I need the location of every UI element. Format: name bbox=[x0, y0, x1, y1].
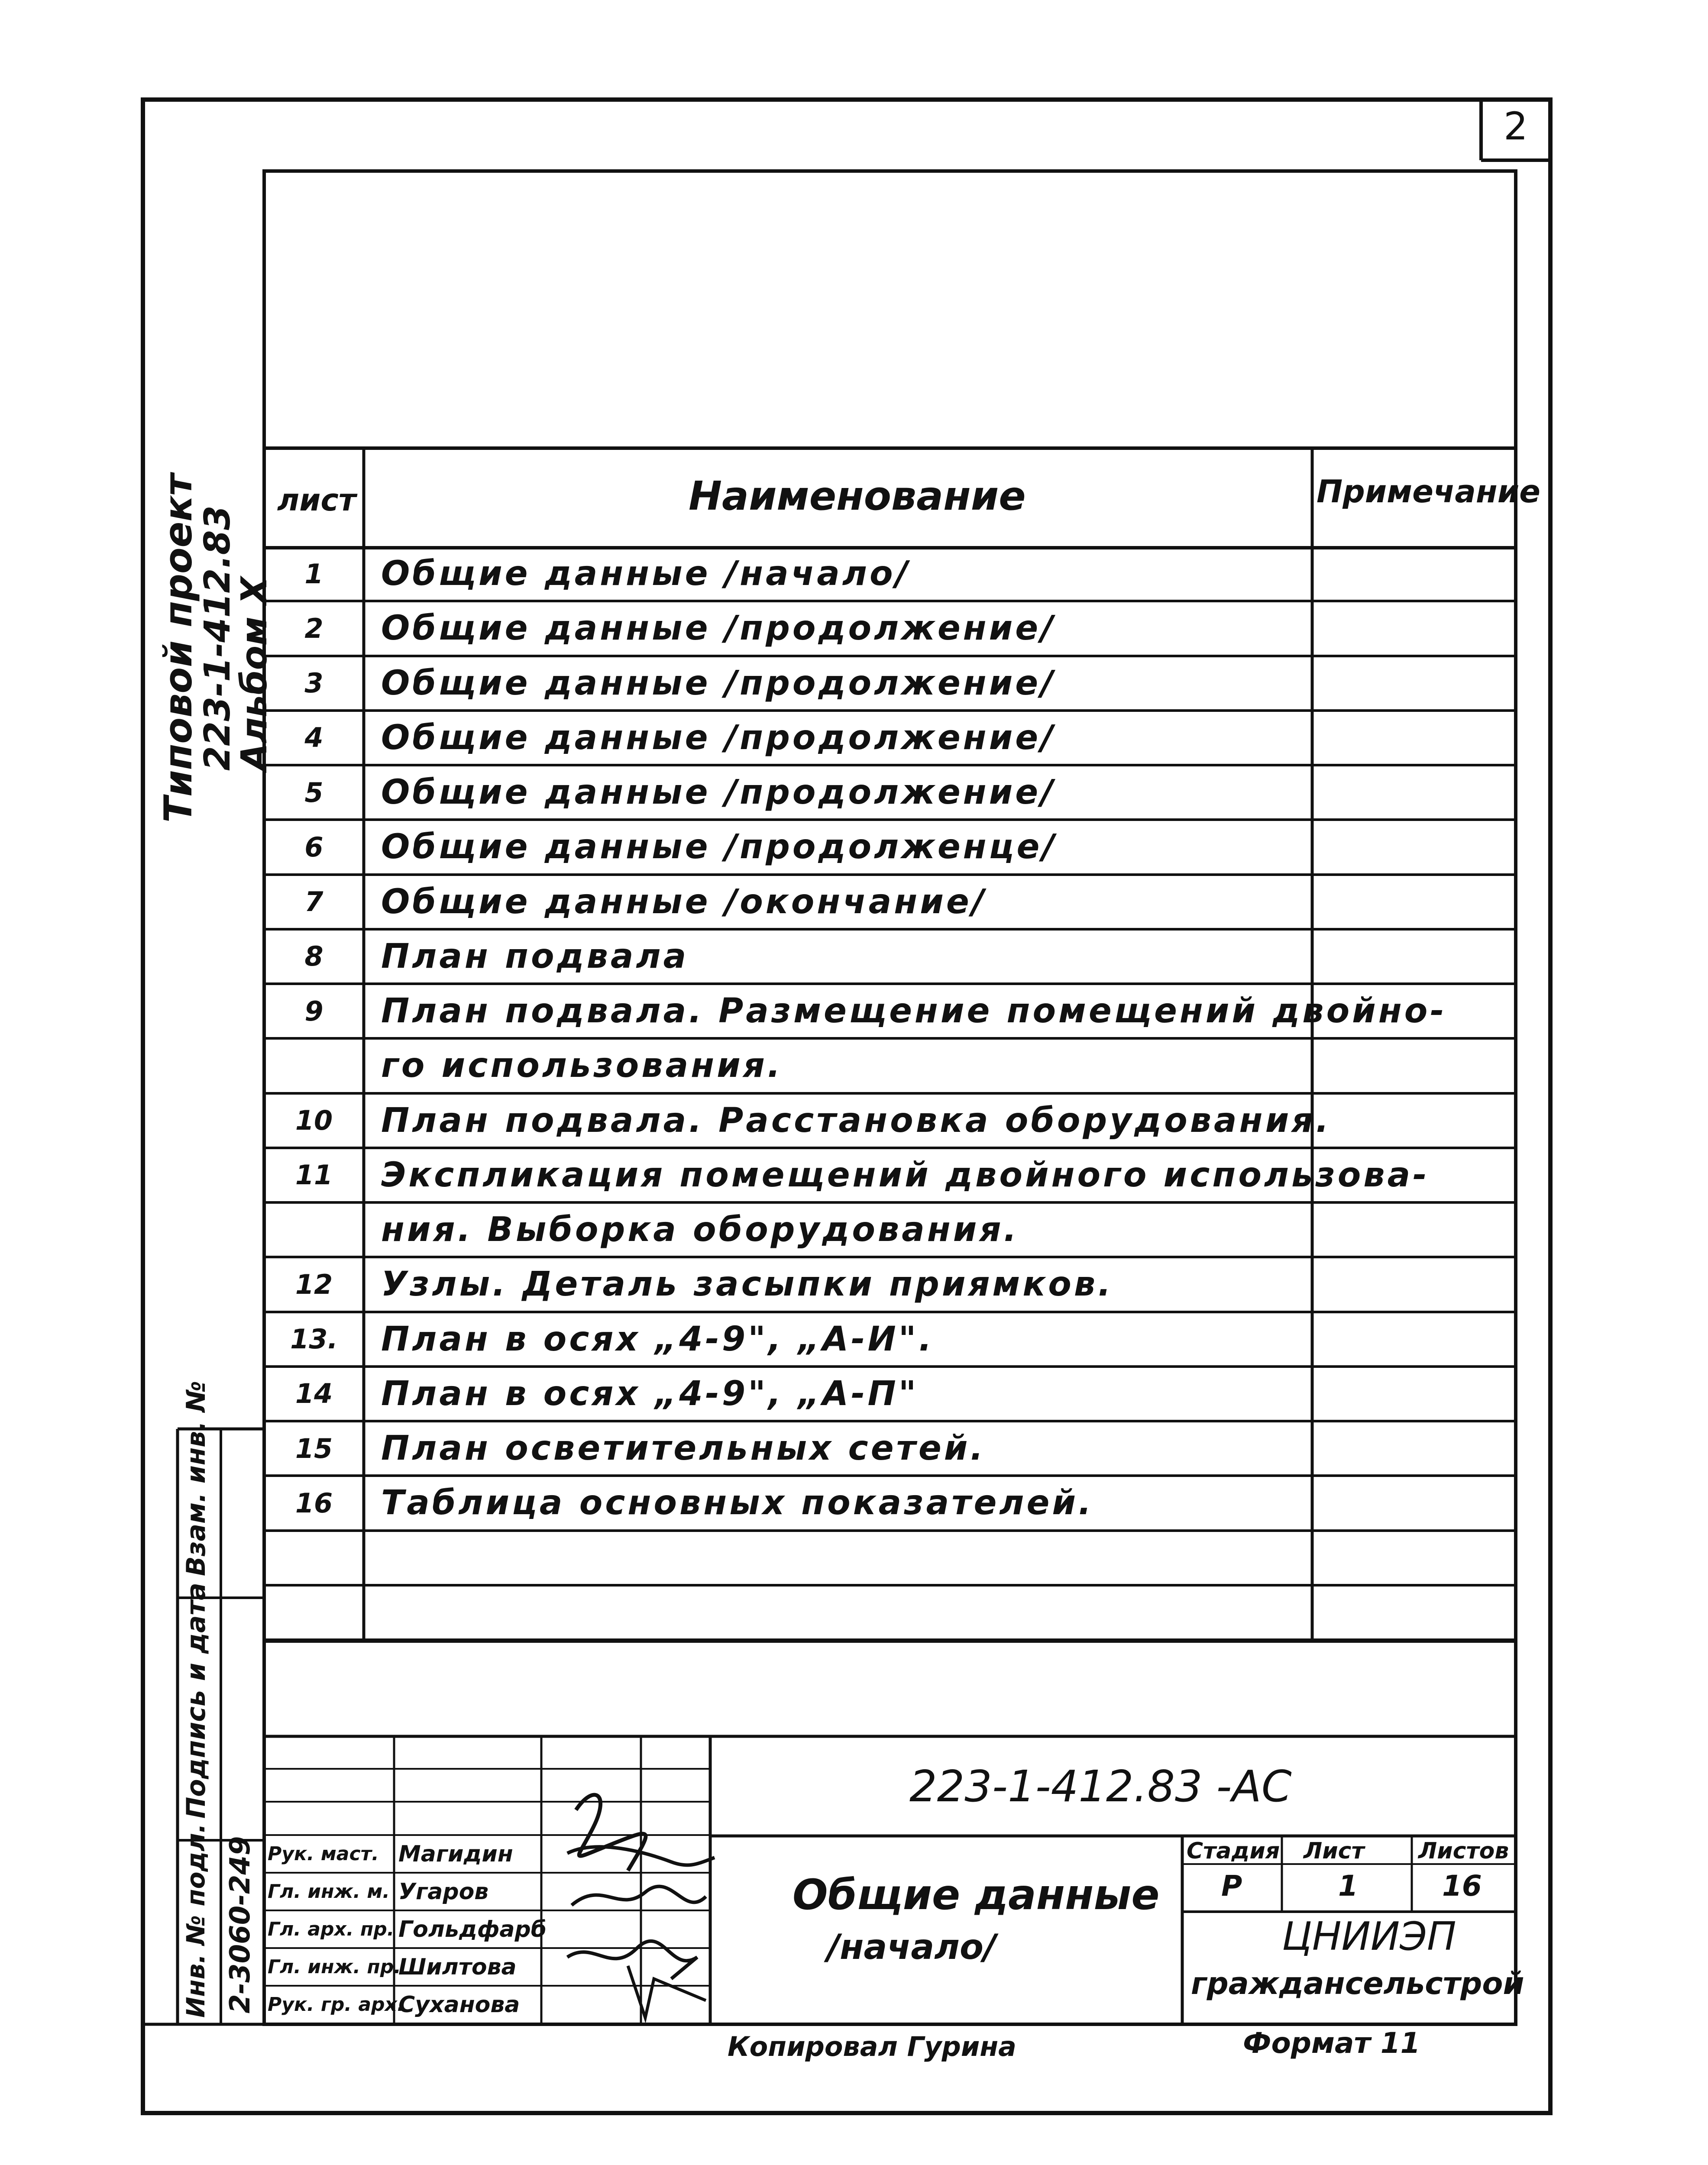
table-row bbox=[264, 657, 1516, 712]
row-sheet-number bbox=[264, 1040, 364, 1092]
signatures bbox=[541, 1775, 723, 2035]
format-label: Формат 11 bbox=[1243, 2026, 1420, 2060]
table-row bbox=[264, 1095, 1516, 1149]
row-title: Общие данные /продолжение/ bbox=[381, 773, 1056, 812]
row-title: Общие данные /окончание/ bbox=[381, 882, 987, 921]
header-sheet: лист bbox=[277, 482, 356, 518]
table-row bbox=[264, 1313, 1516, 1368]
row-sheet-number: 13. bbox=[290, 1323, 338, 1355]
blank-revision-row bbox=[264, 1736, 710, 1770]
row-note bbox=[1312, 1368, 1516, 1420]
table-row bbox=[264, 1422, 1516, 1477]
row-sheet-number: 4 bbox=[304, 722, 323, 754]
table-row bbox=[264, 1532, 1516, 1587]
row-note bbox=[1312, 1313, 1516, 1365]
doc-name-line1: Общие данные bbox=[793, 1871, 1160, 1919]
row-sheet-number: 7 bbox=[304, 886, 323, 918]
org-line2: граждансельстрой bbox=[1191, 1966, 1524, 2001]
row-sheet-number: 14 bbox=[295, 1378, 333, 1410]
row-title: го использования. bbox=[381, 1046, 783, 1086]
stage-value: Р bbox=[1221, 1869, 1242, 1903]
inv-podl-label: Инв. № подл. bbox=[181, 1823, 210, 2018]
row-sheet-number bbox=[264, 1532, 364, 1584]
row-note bbox=[1312, 1477, 1516, 1529]
person-name: Магидин bbox=[398, 1841, 513, 1867]
row-note bbox=[1312, 1204, 1516, 1256]
inv-podl-value: 2-3060-249 bbox=[224, 1836, 256, 2013]
table-row bbox=[264, 1149, 1516, 1204]
header-name: Наименование bbox=[689, 472, 1026, 519]
row-note bbox=[1312, 985, 1516, 1037]
row-note bbox=[1312, 712, 1516, 764]
table-row bbox=[264, 1368, 1516, 1422]
sheet-value: 1 bbox=[1338, 1869, 1358, 1903]
role-label: Рук. маст. bbox=[268, 1843, 379, 1865]
row-title: План в осях „4-9", „А-П" bbox=[381, 1374, 919, 1413]
row-title: ния. Выборка оборудования. bbox=[381, 1210, 1019, 1250]
row-title: Узлы. Деталь засыпки приямков. bbox=[381, 1265, 1113, 1304]
sheets-label: Листов bbox=[1418, 1838, 1509, 1864]
copied-by: Копировал Гурина bbox=[728, 2031, 1017, 2062]
stage-label: Стадия bbox=[1187, 1838, 1280, 1864]
table-row bbox=[264, 712, 1516, 766]
row-title: Общие данные /начало/ bbox=[381, 554, 911, 594]
row-sheet-number: 8 bbox=[304, 940, 323, 973]
row-title: План осветительных сетей. bbox=[381, 1429, 986, 1468]
row-title: План в осях „4-9", „А-И". bbox=[381, 1319, 935, 1359]
table-row bbox=[264, 548, 1516, 602]
row-note bbox=[1312, 821, 1516, 873]
row-title: Общие данные /продолжение/ bbox=[381, 718, 1056, 757]
row-note bbox=[1312, 1149, 1516, 1201]
table-row bbox=[264, 1477, 1516, 1532]
row-sheet-number: 10 bbox=[295, 1105, 333, 1137]
row-note bbox=[1312, 1532, 1516, 1584]
document-code: 223-1-412.83 -АС bbox=[909, 1761, 1292, 1812]
role-label: Рук. гр. арх. bbox=[268, 1994, 404, 2016]
row-title: Экспликация помещений двойного использова- bbox=[381, 1155, 1430, 1195]
side-title-line2: 223-1-412.83 bbox=[197, 505, 238, 771]
row-sheet-number: 15 bbox=[295, 1432, 333, 1464]
row-note bbox=[1312, 1040, 1516, 1092]
side-title-line3: Альбом X bbox=[234, 577, 275, 771]
row-title: Таблица основных показателей. bbox=[381, 1483, 1094, 1523]
row-sheet-number: 3 bbox=[304, 667, 323, 699]
row-sheet-number: 6 bbox=[304, 831, 323, 863]
row-title: Общие данные /продолженце/ bbox=[381, 827, 1057, 867]
row-note bbox=[1312, 1587, 1516, 1638]
person-name: Угаров bbox=[398, 1878, 489, 1905]
row-sheet-number bbox=[264, 1587, 364, 1638]
row-note bbox=[1312, 1258, 1516, 1310]
table-row bbox=[264, 1258, 1516, 1313]
row-sheet-number: 1 bbox=[304, 558, 323, 590]
row-sheet-number: 9 bbox=[304, 995, 323, 1027]
table-row bbox=[264, 821, 1516, 876]
role-label: Гл. инж. м. bbox=[268, 1881, 390, 1903]
row-title: План подвала. Расстановка оборудования. bbox=[381, 1101, 1331, 1140]
row-sheet-number: 11 bbox=[295, 1159, 333, 1191]
person-name: Шилтова bbox=[398, 1954, 517, 1980]
row-note bbox=[1312, 1422, 1516, 1474]
table-row bbox=[264, 931, 1516, 985]
podpis-data-label: Подпись и дата bbox=[181, 1583, 211, 1819]
role-label: Гл. арх. пр. bbox=[268, 1918, 395, 1940]
row-note bbox=[1312, 602, 1516, 654]
sheet-label: Лист bbox=[1304, 1838, 1365, 1864]
role-label: Гл. инж. пр. bbox=[268, 1956, 401, 1978]
row-note bbox=[1312, 548, 1516, 600]
row-note bbox=[1312, 1095, 1516, 1147]
table-row bbox=[264, 1204, 1516, 1258]
table-row bbox=[264, 766, 1516, 821]
table-row bbox=[264, 985, 1516, 1040]
vzam-inv-label: Взам. инв. № bbox=[181, 1380, 211, 1576]
row-note bbox=[1312, 657, 1516, 709]
person-name: Суханова bbox=[398, 1991, 520, 2018]
table-row bbox=[264, 876, 1516, 931]
row-note bbox=[1312, 931, 1516, 982]
table-row bbox=[264, 1040, 1516, 1094]
org-line1: ЦНИИЭП bbox=[1282, 1914, 1456, 1959]
row-sheet-number: 16 bbox=[295, 1487, 333, 1519]
table-row bbox=[264, 1587, 1516, 1641]
row-sheet-number: 5 bbox=[304, 776, 323, 808]
table-row bbox=[264, 602, 1516, 657]
row-sheet-number: 12 bbox=[295, 1268, 333, 1300]
sheet-list-table bbox=[264, 548, 1516, 1641]
sheets-value: 16 bbox=[1442, 1869, 1482, 1903]
side-title-line1: Типовой проект bbox=[156, 473, 201, 823]
row-title: Общие данные /продолжение/ bbox=[381, 609, 1056, 648]
row-note bbox=[1312, 876, 1516, 928]
sheet-corner-number: 2 bbox=[1504, 104, 1528, 149]
row-sheet-number bbox=[264, 1204, 364, 1256]
row-title: План подвала. Размещение помещений двойно- bbox=[381, 992, 1447, 1031]
row-title: План подвала bbox=[381, 937, 689, 976]
row-note bbox=[1312, 766, 1516, 818]
row-sheet-number: 2 bbox=[304, 612, 323, 644]
doc-name-line2: /начало/ bbox=[827, 1927, 996, 1967]
header-note: Примечание bbox=[1317, 473, 1540, 510]
row-title: Общие данные /продолжение/ bbox=[381, 663, 1056, 703]
person-name: Гольдфарб bbox=[398, 1916, 547, 1942]
